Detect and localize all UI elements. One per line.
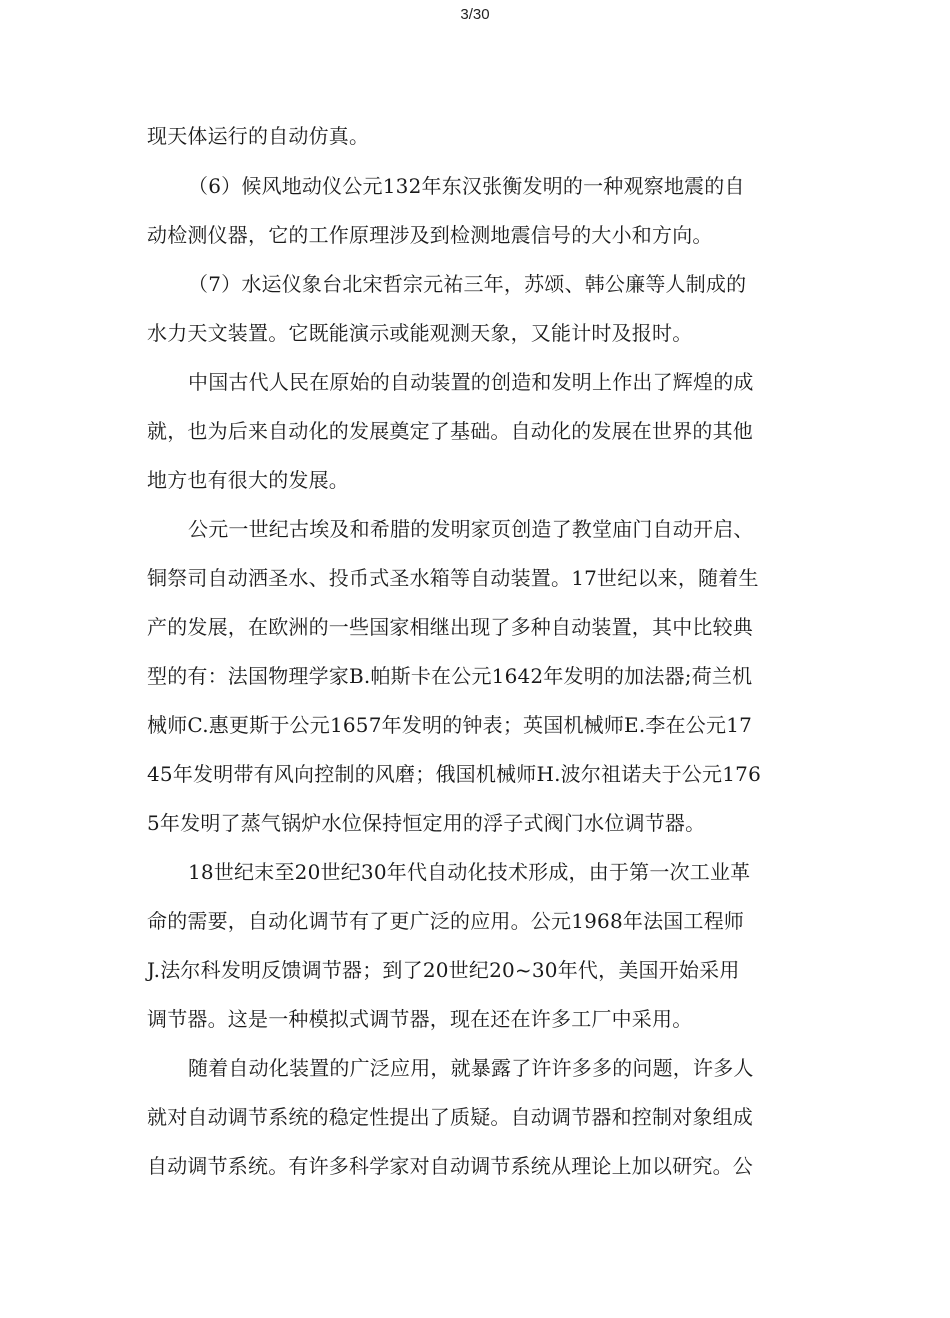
text-line: （6）候风地动仪公元132年东汉张衡发明的一种观察地震的自: [188, 174, 745, 198]
text-line: （7）水运仪象台北宋哲宗元祐三年，苏颂、韩公廉等人制成的: [188, 272, 747, 296]
text-line: 中国古代人民在原始的自动装置的创造和发明上作出了辉煌的成: [188, 370, 754, 394]
text-line: 18世纪末至20世纪30年代自动化技术形成，由于第一次工业革: [188, 860, 751, 884]
text-line: 产的发展，在欧洲的一些国家相继出现了多种自动装置，其中比较典: [147, 615, 753, 639]
text-line: 命的需要，自动化调节有了更广泛的应用。公元1968年法国工程师: [147, 909, 745, 933]
text-line: 45年发明带有风向控制的风磨；俄国机械师H.波尔祖诺夫于公元176: [147, 762, 762, 786]
text-line: 就对自动调节系统的稳定性提出了质疑。自动调节器和控制对象组成: [147, 1105, 753, 1129]
text-line: 动检测仪器，它的工作原理涉及到检测地震信号的大小和方向。: [147, 223, 713, 247]
text-line: 地方也有很大的发展。: [147, 468, 349, 492]
text-line: 随着自动化装置的广泛应用，就暴露了许许多多的问题，许多人: [188, 1056, 754, 1080]
text-line: J.法尔科发明反馈调节器；到了20世纪20~30年代，美国开始采用: [147, 958, 740, 982]
text-line: 公元一世纪古埃及和希腊的发明家页创造了教堂庙门自动开启、: [188, 517, 754, 541]
text-line: 械师C.惠更斯于公元1657年发明的钟表；英国机械师E.李在公元17: [147, 713, 753, 737]
text-line: 型的有：法国物理学家B.帕斯卡在公元1642年发明的加法器;荷兰机: [147, 664, 753, 688]
text-line: 5年发明了蒸气锅炉水位保持恒定用的浮子式阀门水位调节器。: [147, 811, 706, 835]
text-line: 现天体运行的自动仿真。: [147, 124, 370, 148]
text-line: 自动调节系统。有许多科学家对自动调节系统从理论上加以研究。公: [147, 1154, 753, 1178]
page-number: 3/30: [460, 6, 490, 23]
text-line: 调节器。这是一种模拟式调节器，现在还在许多工厂中采用。: [147, 1007, 693, 1031]
text-line: 铜祭司自动洒圣水、投币式圣水箱等自动装置。17世纪以来，随着生: [147, 566, 759, 590]
text-line: 就，也为后来自动化的发展奠定了基础。自动化的发展在世界的其他: [147, 419, 753, 443]
text-line: 水力天文装置。它既能演示或能观测天象，又能计时及报时。: [147, 321, 693, 345]
